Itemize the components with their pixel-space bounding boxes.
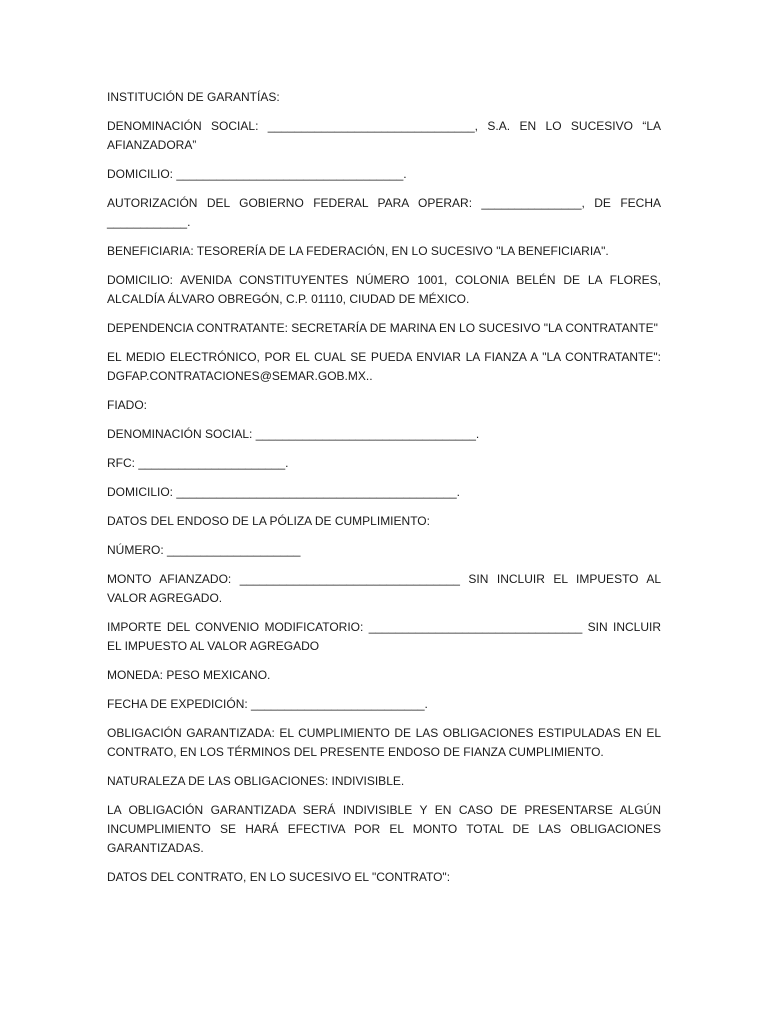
field-medio-electronico: EL MEDIO ELECTRÓNICO, POR EL CUAL SE PUEDA ENVIAR LA FIANZA A "LA CONTRATANTE": DGFAP.CONTRATACIONES@SEMAR.GOB.MX.. [107, 350, 661, 383]
field-numero: NÚMERO: ____________________ [107, 543, 301, 557]
field-moneda: MONEDA: PESO MEXICANO. [107, 668, 271, 682]
field-fecha-expedicion: FECHA DE EXPEDICIÓN: __________________________. [107, 697, 428, 711]
section-heading-datos-contrato: DATOS DEL CONTRATO, EN LO SUCESIVO EL "CONTRATO": [107, 870, 451, 884]
field-importe-convenio: IMPORTE DEL CONVENIO MODIFICATORIO: ________________________________ SIN INCLUIR EL IMPUESTO AL VALOR AGREGADO [107, 620, 661, 653]
field-denominacion-social-afianzadora: DENOMINACIÓN SOCIAL: _______________________________, S.A. EN LO SUCESIVO “LA AFIANZADORA” [107, 119, 661, 152]
field-obligacion-garantizada: OBLIGACIÓN GARANTIZADA: EL CUMPLIMIENTO DE LAS OBLIGACIONES ESTIPULADAS EN EL CONTRATO, EN LOS TÉRMINOS DEL PRESENTE ENDOSO DE FIANZA CUMPLIMIENTO. [107, 726, 661, 759]
field-naturaleza-obligaciones: NATURALEZA DE LAS OBLIGACIONES: INDIVISIBLE. [107, 774, 405, 788]
field-monto-afianzado: MONTO AFIANZADO: _________________________________ SIN INCLUIR EL IMPUESTO AL VALOR AGREGADO. [107, 572, 661, 605]
field-domicilio-afianzadora: DOMICILIO: __________________________________. [107, 167, 407, 181]
section-heading-endoso: DATOS DEL ENDOSO DE LA PÓLIZA DE CUMPLIMIENTO: [107, 514, 430, 528]
section-heading-fiado: FIADO: [107, 398, 148, 412]
field-beneficiaria: BENEFICIARIA: TESORERÍA DE LA FEDERACIÓN, EN LO SUCESIVO "LA BENEFICIARIA". [107, 244, 609, 258]
field-domicilio-beneficiaria: DOMICILIO: AVENIDA CONSTITUYENTES NÚMERO 1001, COLONIA BELÉN DE LA FLORES, ALCALDÍA ÁLVARO OBREGÓN, C.P. 01110, CIUDAD DE MÉXICO. [107, 273, 661, 306]
field-dependencia-contratante: DEPENDENCIA CONTRATANTE: SECRETARÍA DE MARINA EN LO SUCESIVO "LA CONTRATANTE" [107, 321, 658, 335]
paragraph-obligacion-indivisible: LA OBLIGACIÓN GARANTIZADA SERÁ INDIVISIBLE Y EN CASO DE PRESENTARSE ALGÚN INCUMPLIMIENTO SE HARÁ EFECTIVA POR EL MONTO TOTAL DE LAS OBLIGACIONES GARANTIZADAS. [107, 803, 661, 855]
field-rfc: RFC: ______________________. [107, 456, 289, 470]
field-autorizacion-gobierno: AUTORIZACIÓN DEL GOBIERNO FEDERAL PARA OPERAR: _______________, DE FECHA ____________. [107, 196, 661, 229]
field-denominacion-social-fiado: DENOMINACIÓN SOCIAL: _________________________________. [107, 427, 480, 441]
field-domicilio-fiado: DOMICILIO: __________________________________________. [107, 485, 460, 499]
section-heading-institucion: INSTITUCIÓN DE GARANTÍAS: [107, 90, 280, 104]
document-body [107, 88, 661, 897]
